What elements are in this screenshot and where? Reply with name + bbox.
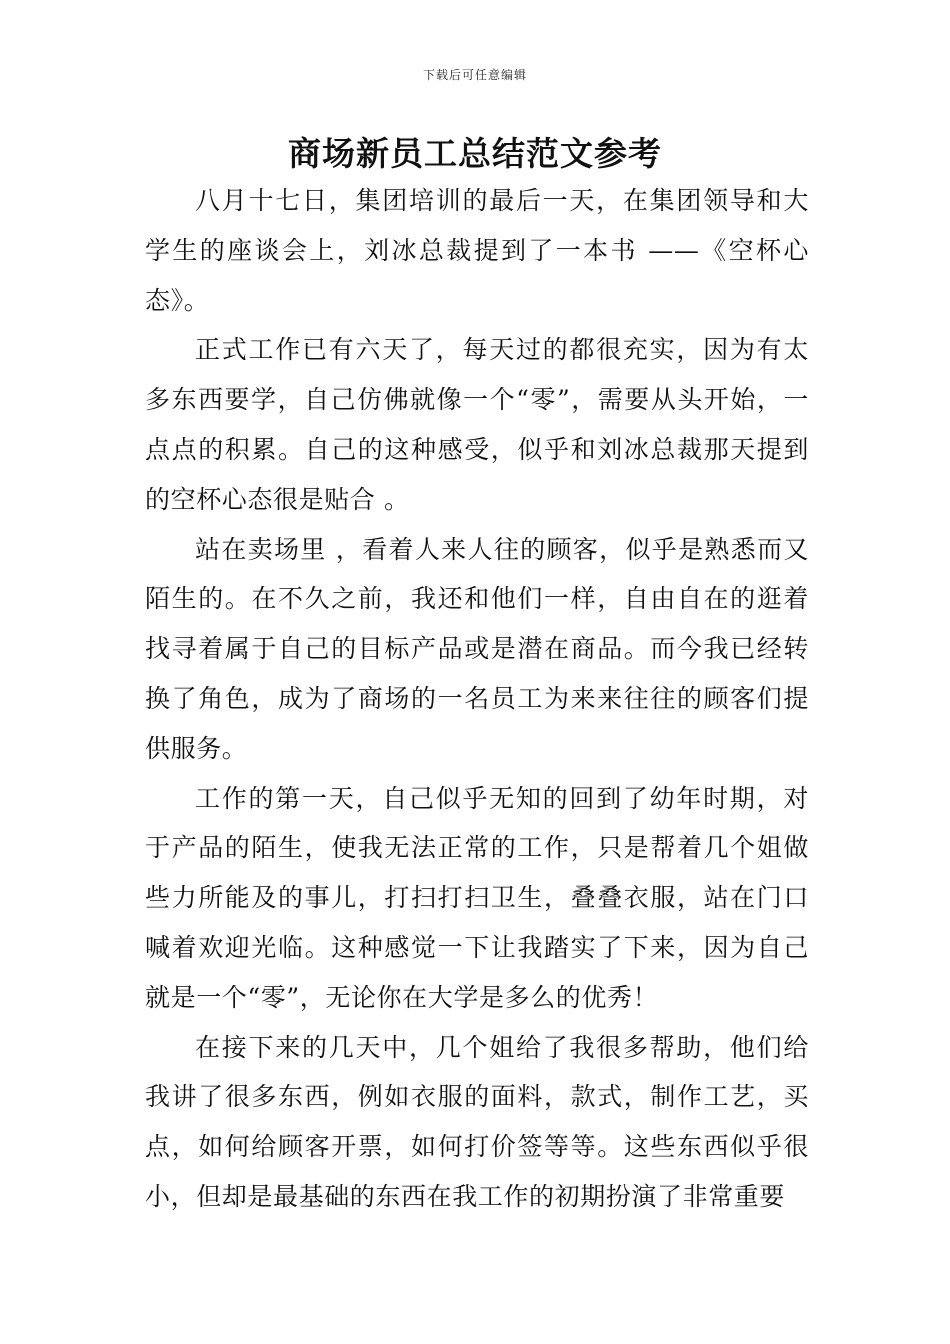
document-title: 商场新员工总结范文参考: [288, 134, 662, 173]
document-body: [145, 176, 809, 1222]
paragraph-5: 在接下来的几天中，几个姐给了我很多帮助，他们给我讲了很多东西，例如衣服的面料，款式，制作工艺，买点，如何给顾客开票，如何打价签等等。这些东西似乎很小，但却是最基础的东西在我工作的初期扮演了非常重要: [145, 1032, 809, 1211]
paragraph-4: 工作的第一天，自己似乎无知的回到了幼年时期，对于产品的陌生，使我无法正常的工作，只是帮着几个姐做些力所能及的事儿，打扫打扫卫生，叠叠衣服，站在门口喊着欢迎光临。这种感觉一下让我踏实了下来，因为自己就是一个“零”，无论你在大学是多么的优秀！: [145, 783, 809, 1012]
paragraph-2: 正式工作已有六天了，每天过的都很充实，因为有太多东西要学，自己仿佛就像一个“零”，需要从头开始，一点点的积累。自己的这种感受，似乎和刘冰总裁那天提到的空杯心态很是贴合 。: [145, 335, 809, 514]
paragraph-1: 八月十七日，集团培训的最后一天，在集团领导和大学生的座谈会上，刘冰总裁提到了一本书 ——《空杯心态》。: [145, 186, 809, 315]
header-note: 下载后可任意编辑: [422, 68, 527, 82]
paragraph-3: 站在卖场里 ，看着人来人往的顾客，似乎是熟悉而又陌生的。在不久之前，我还和他们一样，自由自在的逛着找寻着属于自己的目标产品或是潜在商品。而今我已经转换了角色，成为了商场的一名员工为来来往往的顾客们提供服务。: [145, 534, 809, 763]
